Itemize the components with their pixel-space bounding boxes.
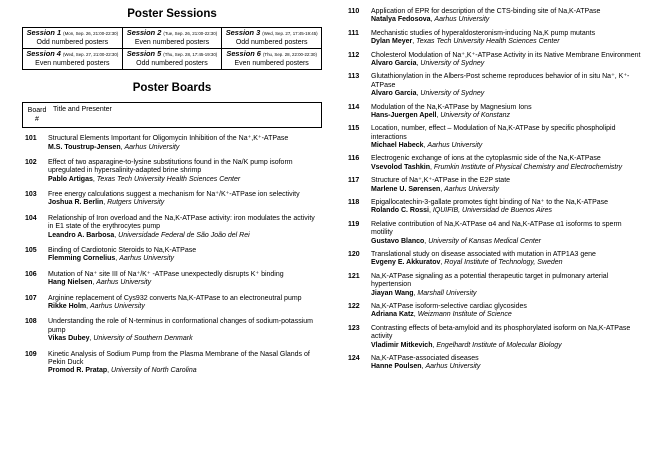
presenter-line (48, 335, 322, 343)
board-number: 110 (348, 8, 360, 15)
presenter-line (371, 164, 645, 172)
entry-body (48, 215, 322, 240)
presenter-line (48, 176, 322, 184)
poster-title: Understanding the role of N-terminus in conformational changes of sodium-potassium pump (48, 318, 313, 334)
presenter-line (371, 142, 645, 150)
presenter-name: Dylan Meyer (371, 38, 413, 46)
session-name: Session 4 (26, 49, 61, 59)
board-number: 103 (25, 191, 37, 199)
poster-entry (345, 199, 645, 216)
presenter-separator: , (89, 335, 94, 343)
session-desc: Even numbered posters (134, 38, 210, 46)
poster-entry (345, 273, 645, 298)
presenter-name: Hanne Poulsen (371, 363, 422, 371)
presenter-separator: , (413, 289, 418, 297)
entry-body (48, 247, 322, 264)
session-cell (222, 27, 322, 48)
presenter-name: Alvaro Garcia (371, 90, 417, 98)
poster-title: Relationship of Iron overload and the Na,K-ATPase activity: iron modulates the activity in E1 state of the erythrocytes pump (48, 214, 315, 231)
session-time: (Tue, Sep. 26, 21:00-22:30) (163, 30, 218, 36)
poster-entry (345, 30, 645, 47)
presenter-line (371, 259, 645, 267)
poster-title: Binding of Cardiotonic Steroids to Na,K-ATPase (48, 247, 197, 255)
poster-title: Application of EPR for description of the CTS-binding site of Na,K-ATPase (371, 8, 601, 15)
entry-body (48, 318, 322, 343)
poster-title: Location, number, effect – Modulation of Na,K-ATPase by specific phospholipid interactions (371, 125, 616, 141)
presenter-name: Vladimir Mitkevich (371, 341, 433, 349)
board-number: 120 (348, 250, 360, 258)
presenter-line (371, 16, 645, 24)
poster-title: Na,K-ATPase isoform-selective cardiac glycosides (371, 302, 527, 310)
poster-entry (22, 191, 322, 208)
presenter-institution: University of Sydney (420, 90, 485, 98)
board-number: 118 (348, 199, 360, 207)
entry-body (371, 155, 645, 172)
presenter-line (371, 60, 645, 68)
presenter-line (48, 255, 322, 263)
board-number: 108 (25, 318, 37, 326)
board-column-header (26, 106, 48, 124)
presenter-line (48, 144, 322, 152)
presenter-name: Joshua R. Berlin (48, 199, 104, 207)
poster-title: Epigallocatechin-3-gallate promotes tight binding of Na⁺ to the Na,K-ATPase (371, 199, 609, 207)
board-number: 107 (25, 294, 37, 302)
presenter-line (48, 199, 322, 207)
presenter-separator: , (114, 231, 119, 239)
board-number: 112 (348, 51, 360, 59)
poster-entry (22, 247, 322, 264)
presenter-name: M.S. Toustrup-Jensen (48, 143, 121, 151)
entry-body (371, 52, 645, 69)
presenter-name: Pablo Artigas (48, 175, 93, 183)
entries-right (345, 8, 645, 372)
presenter-line (371, 38, 645, 46)
session-time: (Mon, Sep. 26, 21:00-22:30) (63, 30, 119, 36)
presenter-institution: Aarhus University (425, 363, 481, 371)
presenter-line (371, 342, 645, 350)
session-desc: Odd numbered posters (36, 38, 109, 46)
poster-title: Na,K-ATPase-associated diseases (371, 354, 479, 362)
presenter-institution: Aarhus University (119, 255, 175, 263)
presenter-separator: , (432, 341, 437, 349)
poster-title: Free energy calculations suggest a mechanism for Na⁺/K⁺-ATPase ion selectivity (48, 191, 300, 199)
presenter-name: Alvaro Garcia (371, 59, 417, 67)
poster-entry (22, 135, 322, 152)
board-number: 116 (348, 155, 360, 163)
poster-entry (345, 155, 645, 172)
session-name: Session 5 (126, 49, 162, 59)
presenter-name: Rolando C. Rossi (371, 207, 429, 215)
presenter-institution: Royal Institute of Technology, Sweden (444, 259, 563, 267)
left-column (22, 8, 322, 376)
board-header-box (22, 102, 322, 128)
presenter-institution: Marshall University (417, 289, 477, 297)
poster-title: Mutation of Na⁺ site III of Na⁺/K⁺ -ATPase unexpectedly disrupts K⁺ binding (48, 270, 284, 278)
entry-body (371, 8, 645, 25)
poster-title: Electrogenic exchange of ions at the cytoplasmic side of the Na,K-ATPase (371, 155, 601, 163)
presenter-line (371, 90, 645, 98)
poster-entry (345, 251, 645, 268)
board-number: 105 (25, 247, 37, 255)
presenter-institution: Frumkin Institute of Physical Chemistry and Electrochemistry (433, 163, 623, 171)
presenter-line (48, 232, 322, 240)
poster-title: Cholesterol Modulation of Na⁺,K⁺-ATPase Activity in its Native Membrane Environment (371, 51, 641, 59)
presenter-line (371, 363, 645, 371)
presenter-line (48, 279, 322, 287)
presenter-separator: , (92, 279, 97, 287)
poster-title: Relative contribution of Na,K-ATPase α4 and Na,K-ATPase α1 isoforms to sperm motility (371, 220, 622, 237)
poster-title: Modulation of the Na,K-ATPase by Magnesium Ions (371, 103, 532, 111)
session-desc: Even numbered posters (234, 59, 309, 67)
poster-entry (22, 351, 322, 376)
presenter-separator: , (416, 59, 421, 67)
poster-entry (22, 271, 322, 288)
presenter-separator: , (424, 237, 429, 245)
board-number: 101 (25, 135, 37, 143)
session-name: Session 3 (225, 27, 261, 37)
presenter-name: Adriana Katz (371, 311, 414, 319)
presenter-separator: , (436, 111, 441, 119)
poster-title: Arginine replacement of Cys932 converts Na,K-ATPase to an electroneutral pump (48, 294, 302, 302)
poster-entry (345, 125, 645, 150)
presenter-separator: , (430, 16, 435, 24)
presenter-name: Gustavo Blanco (371, 237, 425, 245)
entry-body (48, 135, 322, 152)
presenter-separator: , (440, 185, 445, 193)
entry-body (48, 159, 322, 184)
entry-body (371, 251, 645, 268)
presenter-institution: Aarhus University (96, 279, 152, 287)
presenter-institution: Universidade Federal de São João del Rei (118, 231, 250, 239)
board-number: 106 (25, 270, 37, 278)
session-name: Session 6 (226, 49, 261, 59)
poster-title: Translational study on disease associated with mutation in ATP1A3 gene (371, 250, 596, 258)
session-time: (Thu, Sep. 28, 17:45-19:30) (163, 52, 218, 58)
entry-body (371, 355, 645, 372)
session-name: Session 2 (126, 27, 162, 37)
board-number: 102 (25, 158, 37, 166)
entries-left (22, 135, 322, 376)
board-number: 109 (25, 350, 37, 358)
presenter-name: Marlene U. Sørensen (371, 185, 441, 193)
entry-body (48, 191, 322, 208)
board-number: 114 (348, 103, 360, 111)
presenter-institution: Aarhus University (434, 16, 490, 24)
poster-boards-heading: Poster Boards (132, 82, 212, 95)
board-label: Board (27, 107, 47, 115)
presenter-line (371, 238, 645, 246)
presenter-separator: , (421, 363, 426, 371)
session-time: (Wed, Sep. 27, 17:45-19:45) (262, 30, 318, 36)
entry-body (371, 199, 645, 216)
presenter-separator: , (416, 90, 421, 98)
presenter-institution: Texas Tech University Health Sciences Center (416, 38, 560, 46)
board-number: 113 (348, 73, 360, 81)
poster-title: Structure of Na⁺,K⁺-ATPase in the E2P state (371, 177, 511, 185)
poster-entry (22, 159, 322, 184)
presenter-separator: , (440, 259, 445, 267)
poster-entry (345, 52, 645, 69)
board-number: 119 (348, 220, 360, 228)
session-desc: Odd numbered posters (136, 59, 208, 67)
presenter-institution: IQUIFIB, Universidad de Buenos Aires (432, 207, 553, 215)
presenter-institution: Aarhus University (90, 302, 145, 310)
board-number: 104 (25, 214, 37, 222)
presenter-institution: Rutgers University (107, 199, 165, 207)
session-desc: Odd numbered posters (235, 38, 308, 46)
presenter-separator: , (107, 367, 112, 375)
presenter-separator: , (115, 255, 120, 263)
poster-entry (22, 295, 322, 312)
poster-entry (345, 73, 645, 98)
poster-entry (345, 325, 645, 350)
presenter-institution: University of Konstanz (440, 111, 511, 119)
poster-title: Glutathionylation in the Albers-Post scheme reproduces behavior of in situ Na⁺, K⁺-ATPase (371, 73, 630, 89)
presenter-name: Leandro A. Barbosa (48, 231, 115, 239)
presenter-name: Rikke Holm (48, 302, 87, 310)
session-cell (23, 27, 123, 48)
entry-body (48, 271, 322, 288)
entry-body (371, 30, 645, 47)
title-column-header: Title and Presenter (53, 106, 112, 114)
poster-entry (22, 215, 322, 240)
presenter-name: Natalya Fedosova (371, 16, 431, 24)
poster-entry (345, 8, 645, 25)
presenter-separator: , (423, 142, 428, 150)
presenter-name: Promod R. Pratap (48, 367, 108, 375)
presenter-line (371, 186, 645, 194)
session-time: (Wed, Sep. 27, 21:00-22:30) (62, 52, 119, 58)
entry-body (371, 177, 645, 194)
presenter-line (371, 290, 645, 298)
board-number: 122 (348, 302, 360, 310)
presenter-institution: Aarhus University (124, 143, 180, 151)
poster-title: Kinetic Analysis of Sodium Pump from the Plasma Membrane of the Nasal Glands of Pekin Duck (48, 350, 310, 366)
board-number: 117 (348, 177, 360, 185)
presenter-institution: Weizmann Institute of Science (417, 311, 512, 319)
presenter-name: Hang Nielsen (48, 279, 93, 287)
presenter-name: Jiayan Wang (371, 289, 414, 297)
session-cell (122, 49, 222, 70)
presenter-separator: , (103, 199, 108, 207)
presenter-separator: , (120, 143, 125, 151)
entry-body (371, 73, 645, 98)
presenter-separator: , (413, 311, 418, 319)
presenter-institution: University of Kansas Medical Center (428, 237, 542, 245)
presenter-institution: University of Southern Denmark (93, 335, 193, 343)
entry-body (371, 125, 645, 150)
presenter-name: Michael Habeck (371, 142, 424, 150)
presenter-institution: Engelhardt Institute of Molecular Biology (436, 341, 562, 349)
board-number: 115 (348, 125, 360, 133)
poster-sessions-heading: Poster Sessions (127, 8, 217, 20)
entry-body (371, 303, 645, 320)
poster-title: Contrasting effects of beta-amyloid and its phosphorylated isoform on Na,K-ATPase activity (371, 324, 631, 341)
entry-body (48, 295, 322, 312)
board-number: 124 (348, 354, 360, 362)
poster-entry (345, 221, 645, 246)
entry-body (371, 221, 645, 246)
poster-title: Structural Elements Important for Oligomycin Inhibition of the Na⁺,K⁺-ATPase (48, 135, 289, 143)
session-desc: Even numbered posters (35, 59, 110, 67)
session-cell (122, 27, 222, 48)
session-cell (222, 49, 322, 70)
poster-title: Mechanistic studies of hyperaldosteronism-inducing Na,K pump mutants (371, 29, 596, 37)
board-number: 121 (348, 272, 360, 280)
entry-body (48, 351, 322, 376)
presenter-name: Hans-Juergen Apell (371, 111, 437, 119)
presenter-separator: , (412, 38, 417, 46)
presenter-name: Evgeny E. Akkuratov (371, 259, 441, 267)
poster-title: Effect of two asparagine-to-lysine substitutions found in the Na/K pump isoform upregulated in hypersalinity-adapted brine shrimp (48, 158, 293, 175)
presenter-separator: , (86, 302, 91, 310)
sessions-table (22, 27, 322, 71)
entry-body (371, 104, 645, 121)
entry-body (371, 325, 645, 350)
presenter-separator: , (92, 175, 97, 183)
session-cell (23, 49, 123, 70)
presenter-institution: Texas Tech University Health Sciences Center (96, 175, 241, 183)
poster-entry (345, 177, 645, 194)
poster-title: Na,K-ATPase signaling as a potential therapeutic target in pulmonary arterial hypertension (371, 272, 609, 289)
board-hash: # (35, 116, 39, 124)
presenter-line (371, 311, 645, 319)
poster-entry (345, 303, 645, 320)
presenter-line (48, 367, 322, 375)
presenter-institution: University of North Carolina (111, 367, 197, 375)
board-number: 123 (348, 324, 360, 332)
presenter-line (371, 207, 645, 215)
poster-entry (22, 318, 322, 343)
presenter-separator: , (430, 163, 434, 171)
session-name: Session 1 (26, 27, 62, 37)
presenter-name: Vsevolod Tashkin (371, 163, 430, 171)
presenter-institution: Aarhus University (444, 185, 499, 193)
right-column (345, 8, 645, 372)
presenter-line (371, 112, 645, 120)
presenter-name: Flemming Cornelius (48, 255, 116, 263)
presenter-institution: University of Sydney (420, 59, 485, 67)
presenter-line (48, 303, 322, 311)
poster-entry (345, 355, 645, 372)
board-number: 111 (348, 29, 359, 37)
presenter-name: Vikas Dubey (48, 335, 90, 343)
session-time: (Thu, Sep. 28, 22:00-22:30) (262, 52, 317, 58)
presenter-separator: , (428, 207, 433, 215)
poster-entry (345, 104, 645, 121)
presenter-institution: Aarhus University (427, 142, 483, 150)
entry-body (371, 273, 645, 298)
